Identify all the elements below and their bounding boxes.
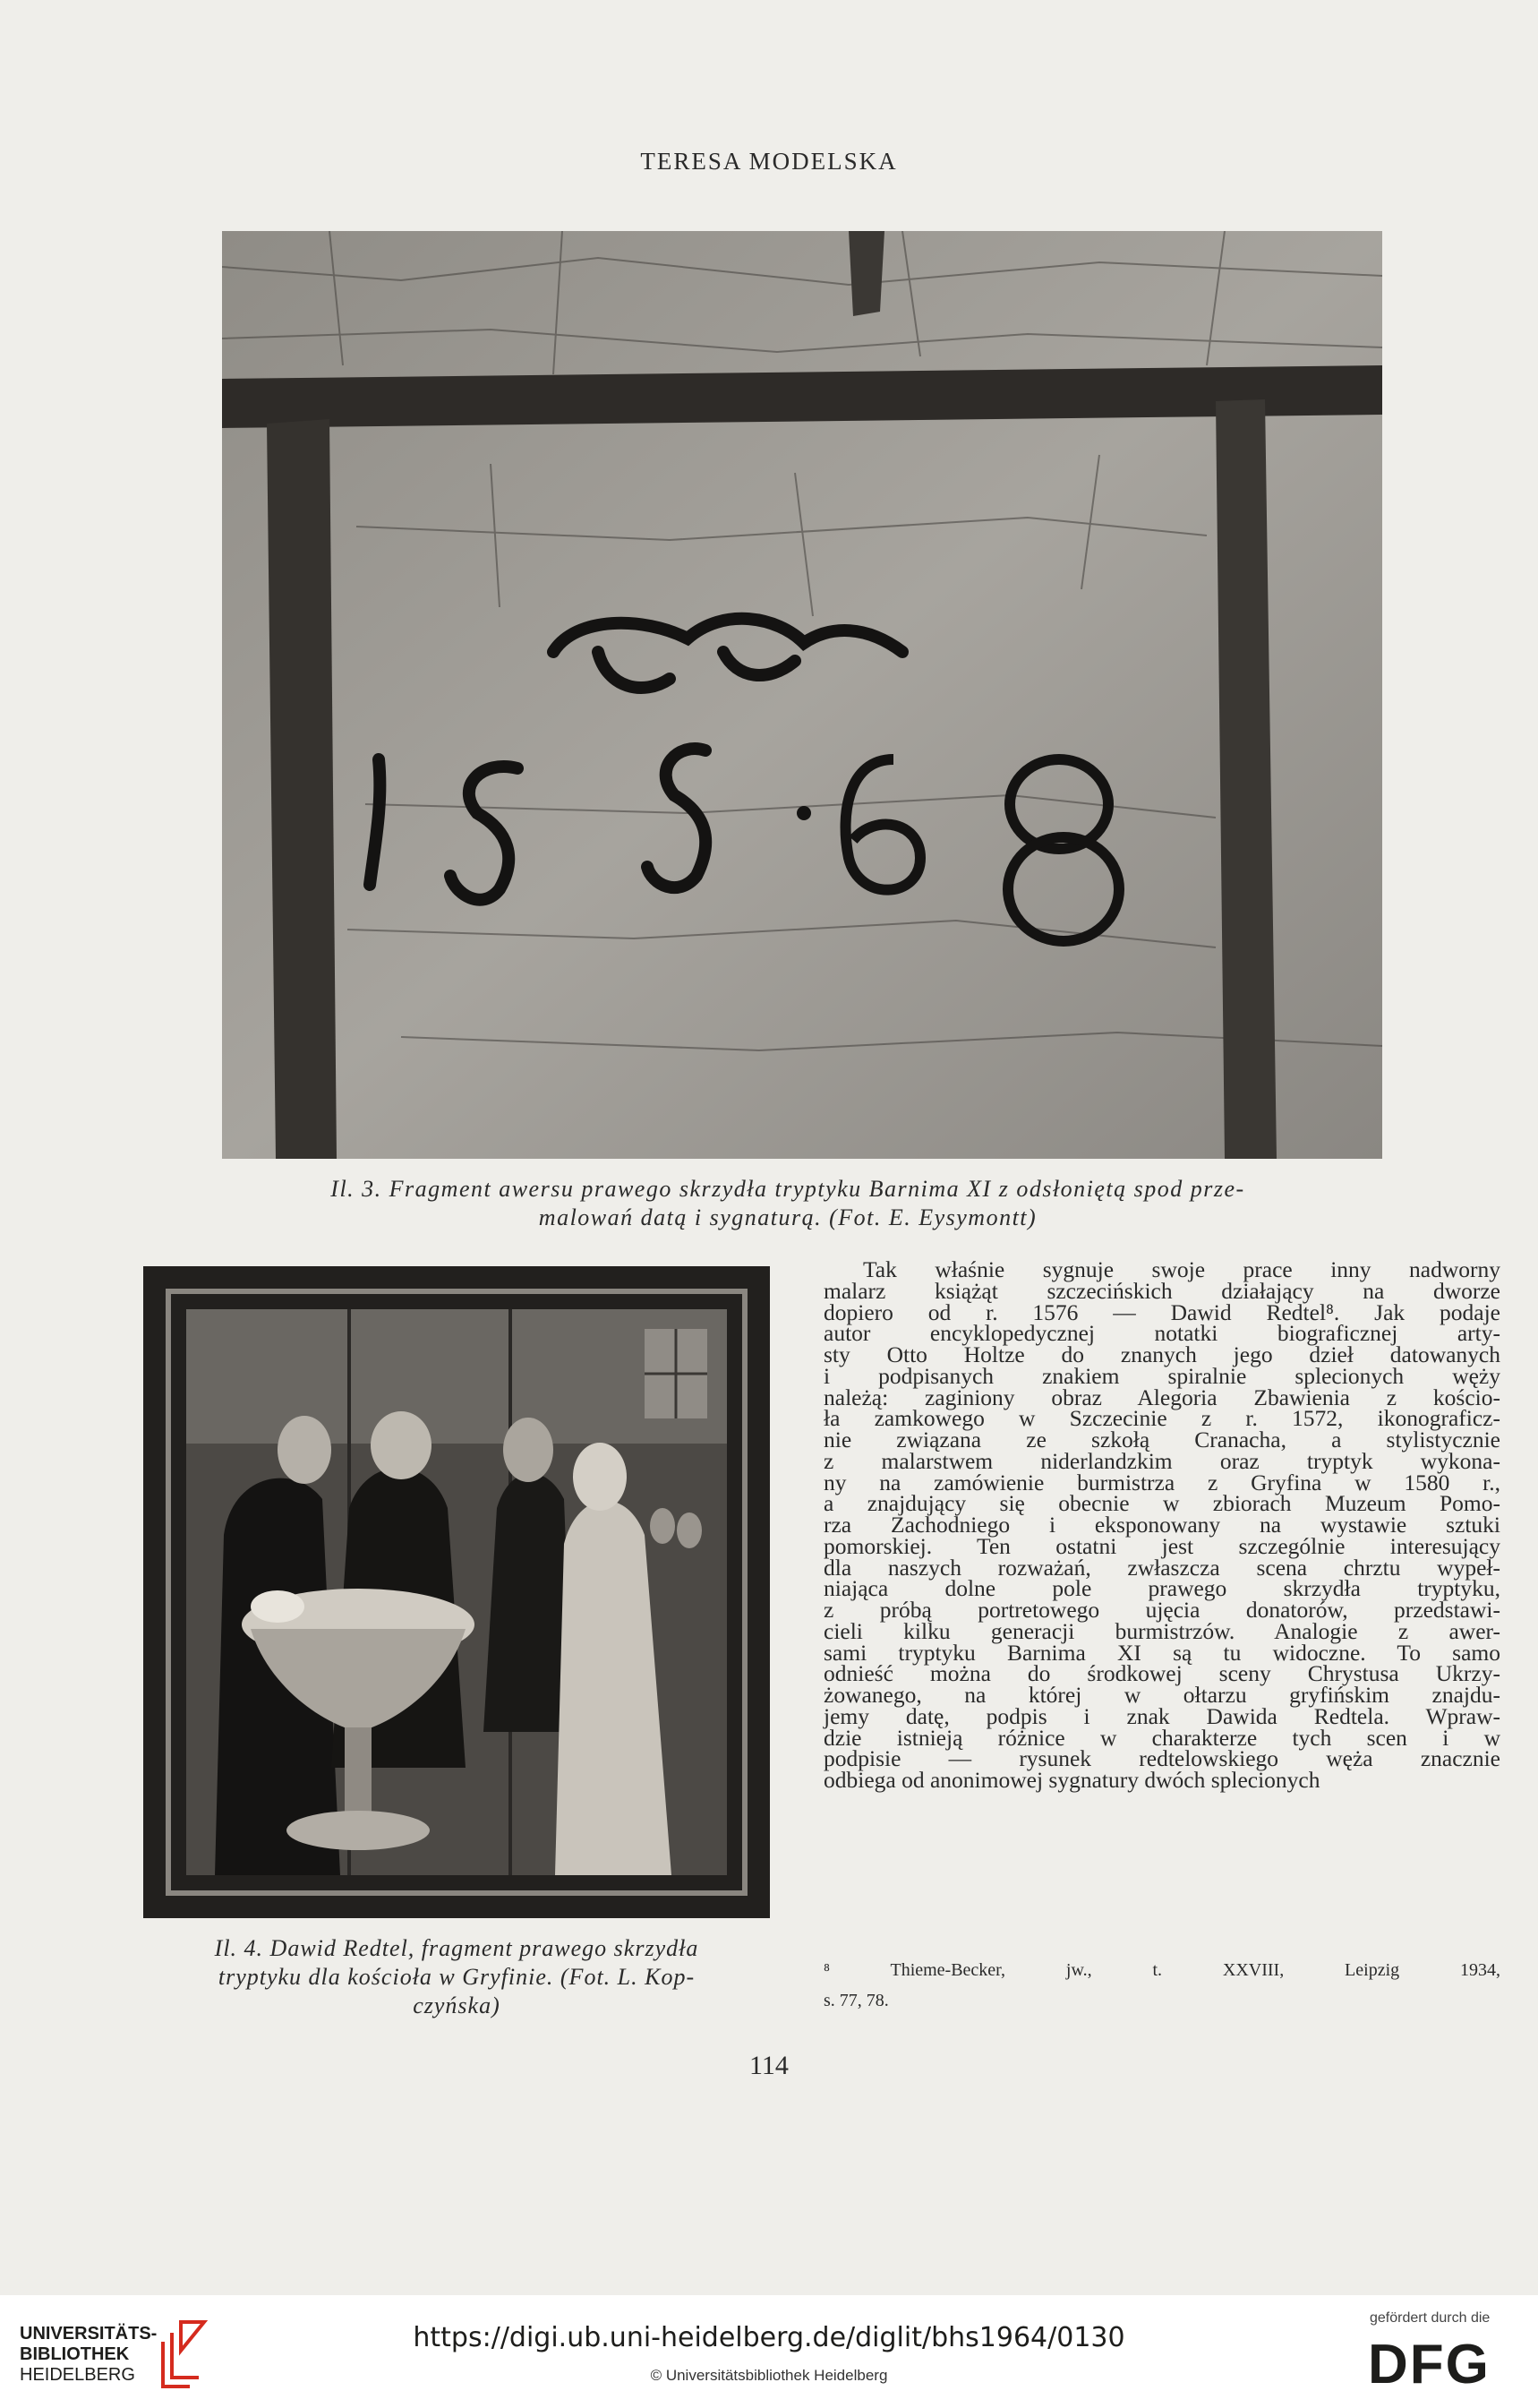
text-line: jemy datę, podpis i znak Dawida Redtela. Wpraw- bbox=[824, 1702, 1500, 1729]
text-line: ła zamkowego w Szczecinie z r. 1572, ikonograficz- bbox=[824, 1405, 1500, 1432]
text-line: cieli kilku generacji burmistrzów. Analogie z awer- bbox=[824, 1617, 1500, 1644]
text-line: malarz książąt szczecińskich działający na dworze bbox=[824, 1277, 1500, 1304]
text-line: nie związana ze szkołą Cranacha, a stylistycznie bbox=[824, 1427, 1500, 1453]
caption-line: czyńska) bbox=[413, 1992, 500, 2018]
figure-4-caption bbox=[148, 1934, 765, 2020]
text-line: niająca dolne pole prawego skrzydła tryptyku, bbox=[824, 1575, 1500, 1602]
text-line: sty Otto Holtze do znanych jego dzieł datowanych bbox=[824, 1341, 1500, 1367]
funding-label: gefördert durch die bbox=[1370, 2310, 1491, 2326]
permalink-url[interactable]: https://digi.ub.uni-heidelberg.de/diglit/bhs1964/0130 bbox=[413, 2322, 1125, 2353]
text-line: Tak właśnie sygnuje swoje prace inny nadworny bbox=[863, 1256, 1500, 1282]
figure-3-photo bbox=[222, 231, 1382, 1159]
copyright-notice: © Universitätsbibliothek Heidelberg bbox=[650, 2367, 888, 2384]
text-line: podpisie — rysunek redtelowskiego węża znacznie bbox=[824, 1745, 1500, 1772]
figure-3-image bbox=[222, 231, 1382, 1159]
library-name-line: BIBLIOTHEK bbox=[20, 2344, 130, 2364]
text-line: odbiega od anonimowej sygnatury dwóch splecionych bbox=[824, 1767, 1320, 1793]
text-line: ny na zamówienie burmistrza z Gryfina w 1580 r., bbox=[824, 1469, 1500, 1495]
text-line: sami tryptyku Barnima XI są tu widoczne. To samo bbox=[824, 1639, 1500, 1666]
library-name-line: HEIDELBERG bbox=[20, 2365, 135, 2385]
text-line: dla naszych rozważań, zwłaszcza scena chrztu wypeł- bbox=[824, 1554, 1500, 1581]
page-number: 114 bbox=[749, 2051, 789, 2080]
text-line: dzie istnieją różnice w charakterze tych scen i w bbox=[824, 1724, 1500, 1751]
text-line: żowanego, na której w ołtarzu gryfińskim znajdu- bbox=[824, 1682, 1500, 1708]
text-line: autor encyklopedycznej notatki biograficznej arty- bbox=[824, 1320, 1500, 1347]
figure-4-image bbox=[143, 1266, 770, 1918]
text-line: a znajdujący się obecnie w zbiorach Muzeum Pomo- bbox=[824, 1490, 1500, 1517]
library-name-line: UNIVERSITÄTS- bbox=[20, 2324, 158, 2344]
caption-line: malowań datą i sygnaturą. (Fot. E. Eysymontt) bbox=[538, 1204, 1038, 1230]
caption-line: Il. 4. Dawid Redtel, fragment prawego skrzydła bbox=[214, 1935, 699, 1961]
text-line: rza Zachodniego i eksponowany na wystawie sztuki bbox=[824, 1512, 1500, 1538]
figure-4-photo bbox=[143, 1266, 770, 1918]
text-line: pomorskiej. Ten ostatni jest szczególnie interesujący bbox=[824, 1532, 1500, 1559]
caption-line: tryptyku dla kościoła w Gryfinie. (Fot. L. Kop- bbox=[218, 1964, 696, 1990]
dfg-logo[interactable]: DFG bbox=[1368, 2334, 1491, 2395]
footnote-line: s. 77, 78. bbox=[824, 1991, 889, 2010]
footnote-line: ⁸ Thieme-Becker, jw., t. XXVIII, Leipzig 1934, bbox=[824, 1960, 1500, 1980]
text-line: i podpisanych znakiem spiralnie splecionych węży bbox=[824, 1362, 1500, 1389]
text-line: należą: zaginiony obraz Alegoria Zbawienia z kościo- bbox=[824, 1384, 1500, 1410]
text-line: z malarstwem niderlandzkim oraz tryptyk wykona- bbox=[824, 1447, 1500, 1474]
caption-line: Il. 3. Fragment awersu prawego skrzydła tryptyku Barnima XI z odsłoniętą spod prze- bbox=[330, 1176, 1245, 1202]
body-paragraph bbox=[824, 1256, 1500, 1793]
text-line: dopiero od r. 1576 — Dawid Redtel⁸. Jak podaje bbox=[824, 1298, 1500, 1325]
footnote bbox=[824, 1955, 1500, 2016]
running-header: TERESA MODELSKA bbox=[640, 148, 898, 175]
text-line: z próbą portretowego ujęcia donatorów, przedstawi- bbox=[824, 1597, 1500, 1623]
figure-3-caption bbox=[206, 1175, 1370, 1232]
text-line: odnieść można do środkowej sceny Chrystusa Ukrzy- bbox=[824, 1660, 1500, 1687]
